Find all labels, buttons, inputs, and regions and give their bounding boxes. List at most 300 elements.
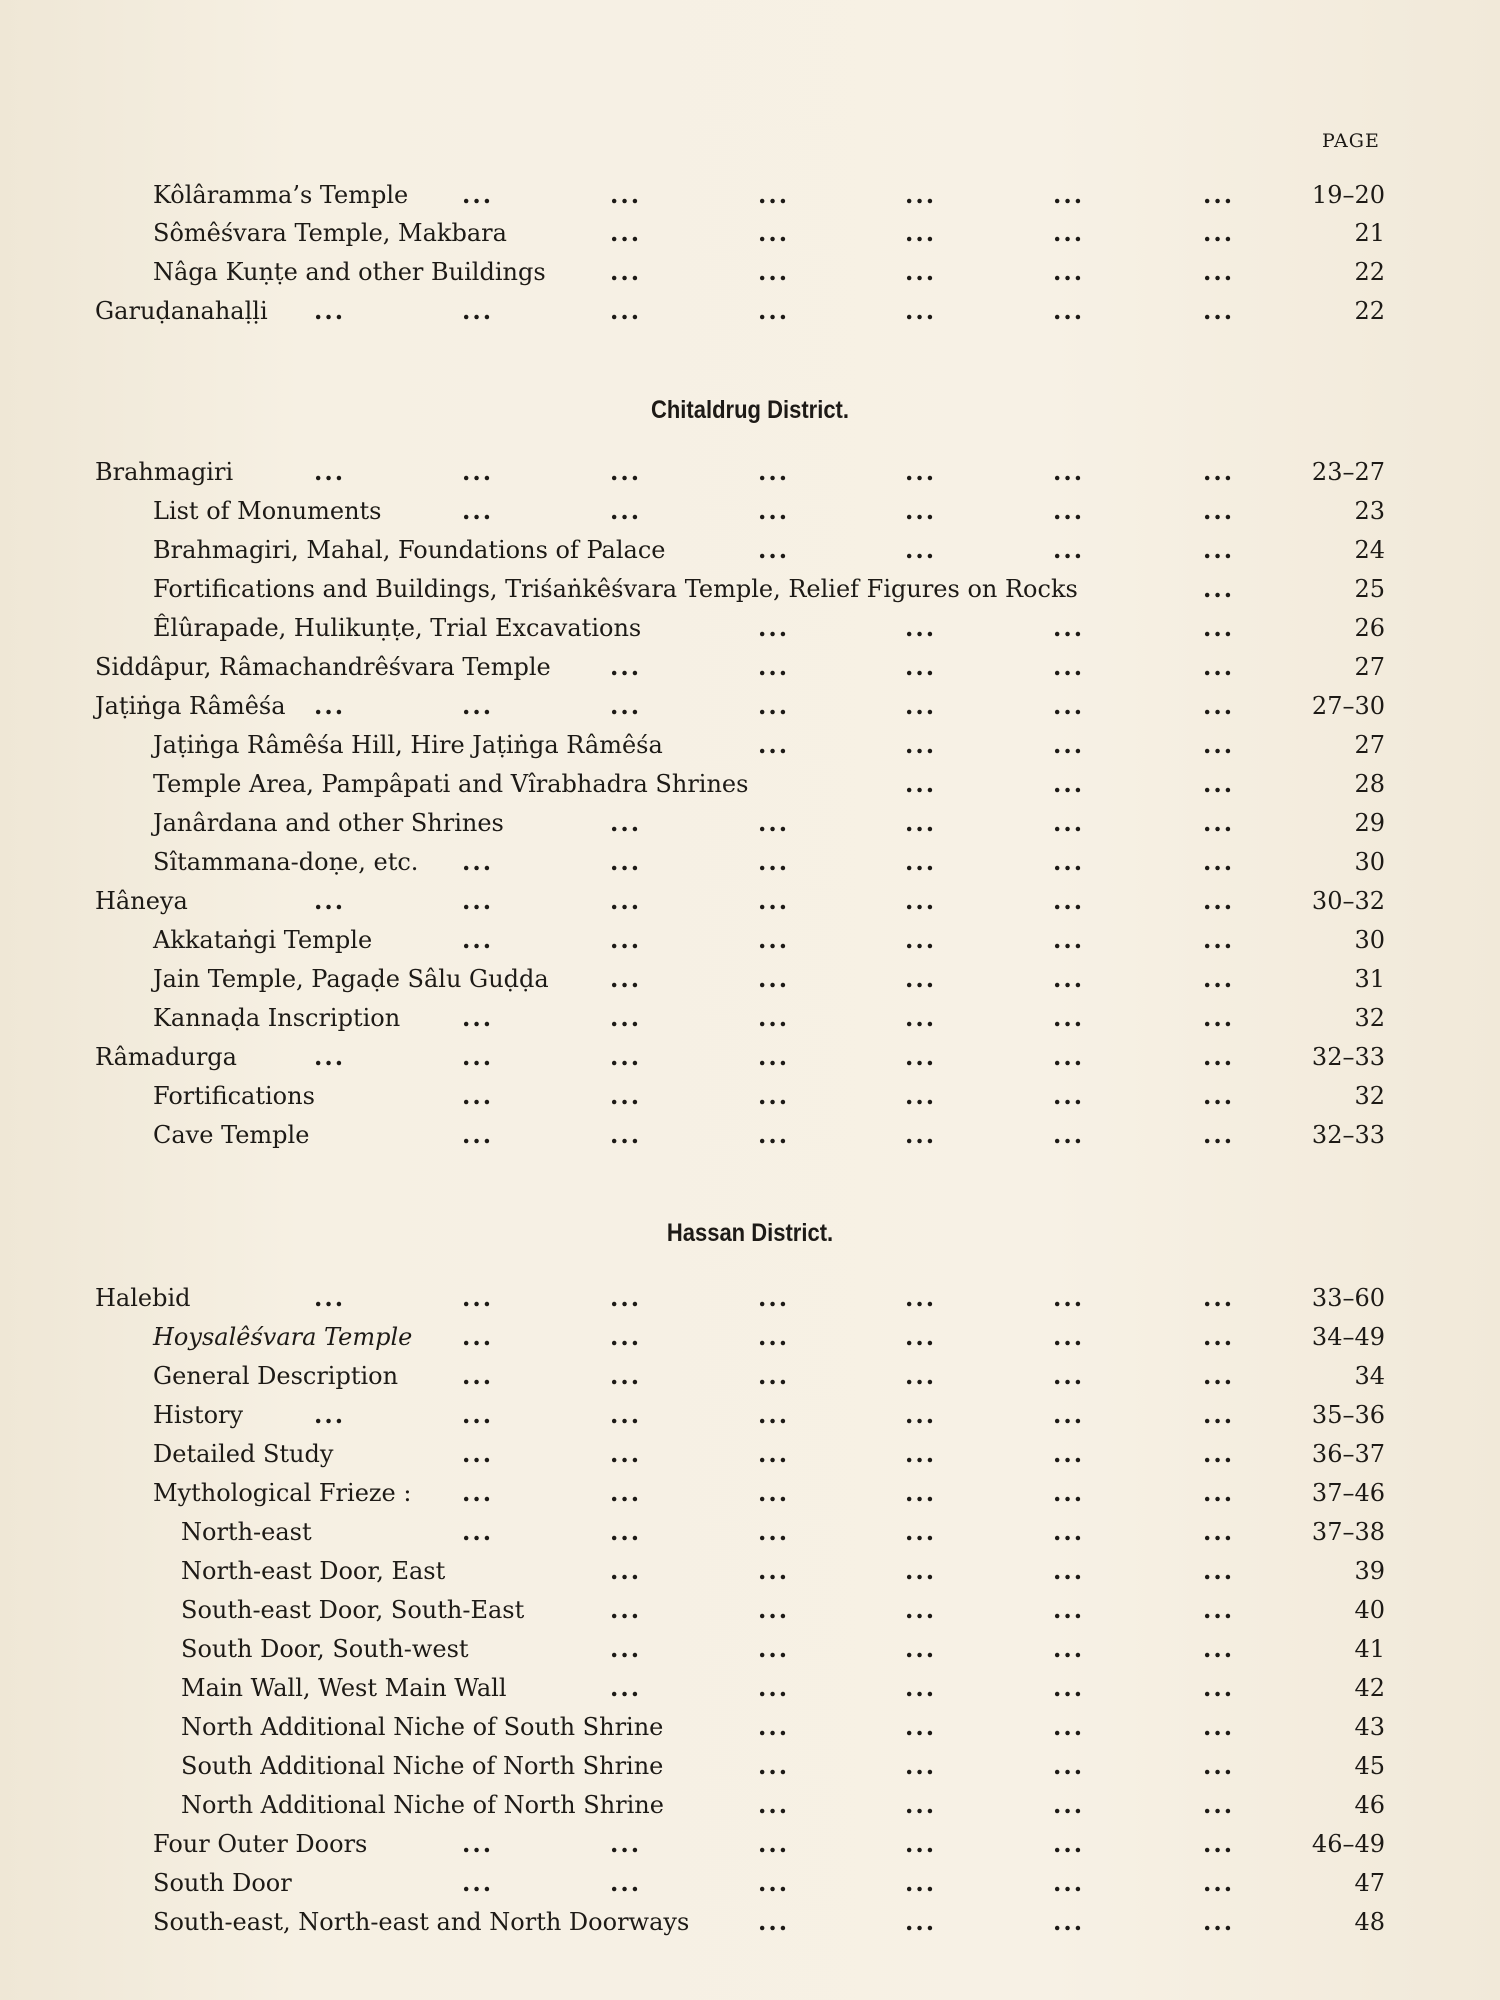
leader-dots: ... [758, 1634, 790, 1663]
toc-entry-page: 32–33 [1311, 1043, 1385, 1071]
leader-dots: ... [758, 1673, 790, 1702]
leader-dots: ... [610, 257, 642, 286]
toc-entry [0, 728, 1500, 762]
leader-dots: ... [610, 218, 642, 247]
leader-dots: ... [1053, 1517, 1085, 1546]
leader-dots: ... [905, 1361, 937, 1390]
toc-entry-title: Hoysalêśvara Temple [153, 1323, 413, 1351]
leader-dots: ... [1053, 1556, 1085, 1585]
toc-entry [0, 1671, 1500, 1705]
toc-entry-page: 24 [1354, 536, 1385, 564]
toc-entry [0, 1320, 1500, 1354]
leader-dots: ... [758, 1595, 790, 1624]
leader-dots: ... [905, 964, 937, 993]
toc-entry-page: 45 [1354, 1752, 1385, 1780]
leader-dots: ... [905, 180, 937, 209]
toc-entry-title: Temple Area, Pampâpati and Vîrabhadra Shrines [153, 770, 749, 798]
leader-dots: ... [758, 652, 790, 681]
leader-dots: ... [610, 1478, 642, 1507]
leader-dots: ... [1203, 1712, 1235, 1741]
leader-dots: ... [1203, 691, 1235, 720]
leader-dots: ... [905, 1634, 937, 1663]
leader-dots: ... [905, 1283, 937, 1312]
leader-dots: ... [610, 847, 642, 876]
leader-dots: ... [1053, 1751, 1085, 1780]
toc-entry [0, 689, 1500, 723]
toc-entry-title: North-east [181, 1518, 312, 1546]
leader-dots: ... [610, 925, 642, 954]
leader-dots: ... [758, 257, 790, 286]
leader-dots: ... [314, 1283, 346, 1312]
leader-dots: ... [905, 296, 937, 325]
toc-entry [0, 650, 1500, 684]
toc-entry [0, 1079, 1500, 1113]
leader-dots: ... [462, 1042, 494, 1071]
leader-dots: ... [758, 1439, 790, 1468]
toc-entry [0, 923, 1500, 957]
leader-dots: ... [1203, 496, 1235, 525]
toc-entry-page: 28 [1354, 770, 1385, 798]
leader-dots: ... [905, 1829, 937, 1858]
leader-dots: ... [1203, 1790, 1235, 1819]
leader-dots: ... [1053, 652, 1085, 681]
leader-dots: ... [462, 847, 494, 876]
leader-dots: ... [758, 1751, 790, 1780]
toc-entry-title: South-east, North-east and North Doorways [153, 1908, 690, 1936]
leader-dots: ... [462, 691, 494, 720]
leader-dots: ... [314, 1042, 346, 1071]
toc-entry [0, 1749, 1500, 1783]
toc-entry-title: Kannaḍa Inscription [153, 1004, 401, 1032]
leader-dots: ... [1053, 1868, 1085, 1897]
leader-dots: ... [1203, 886, 1235, 915]
toc-entry [0, 1827, 1500, 1861]
leader-dots: ... [758, 535, 790, 564]
toc-entry-page: 30–32 [1311, 887, 1385, 915]
toc-entry-title: History [153, 1401, 244, 1429]
toc-entry-title: General Description [153, 1362, 399, 1390]
toc-entry-page: 35–36 [1311, 1401, 1385, 1429]
toc-entry-title: Brahmagiri [95, 458, 234, 486]
toc-entry-page: 29 [1354, 809, 1385, 837]
leader-dots: ... [1053, 218, 1085, 247]
toc-entry-title: Brahmagiri, Mahal, Foundations of Palace [153, 536, 666, 564]
toc-entry [0, 455, 1500, 489]
toc-entry-title: Siddâpur, Râmachandrêśvara Temple [95, 653, 551, 681]
leader-dots: ... [1203, 218, 1235, 247]
leader-dots: ... [1053, 1634, 1085, 1663]
leader-dots: ... [1203, 1751, 1235, 1780]
toc-entry-page: 34–49 [1311, 1323, 1385, 1351]
toc-entry-title: Cave Temple [153, 1121, 310, 1149]
section-heading: Hassan District. [666, 1219, 834, 1247]
leader-dots: ... [758, 1003, 790, 1032]
leader-dots: ... [905, 1595, 937, 1624]
toc-entry [0, 1905, 1500, 1939]
leader-dots: ... [1203, 1081, 1235, 1110]
toc-entry [0, 494, 1500, 528]
toc-entry-page: 46–49 [1311, 1830, 1385, 1858]
leader-dots: ... [462, 1829, 494, 1858]
leader-dots: ... [1203, 180, 1235, 209]
leader-dots: ... [1053, 1081, 1085, 1110]
leader-dots: ... [758, 1517, 790, 1546]
leader-dots: ... [610, 1081, 642, 1110]
toc-entry [0, 611, 1500, 645]
leader-dots: ... [758, 1042, 790, 1071]
leader-dots: ... [462, 1322, 494, 1351]
leader-dots: ... [758, 1829, 790, 1858]
toc-entry-title: South Door [153, 1869, 292, 1897]
toc-entry-title: North Additional Niche of North Shrine [181, 1791, 664, 1819]
toc-entry [0, 1437, 1500, 1471]
toc-entry [0, 216, 1500, 250]
toc-entry-page: 36–37 [1311, 1440, 1385, 1468]
leader-dots: ... [1203, 613, 1235, 642]
toc-entry [0, 962, 1500, 996]
leader-dots: ... [1053, 535, 1085, 564]
leader-dots: ... [758, 1907, 790, 1936]
leader-dots: ... [905, 1400, 937, 1429]
leader-dots: ... [1053, 769, 1085, 798]
leader-dots: ... [758, 180, 790, 209]
leader-dots: ... [905, 257, 937, 286]
leader-dots: ... [1203, 769, 1235, 798]
leader-dots: ... [758, 847, 790, 876]
toc-entry-title: Janârdana and other Shrines [153, 809, 504, 837]
toc-entry-page: 21 [1354, 219, 1385, 247]
leader-dots: ... [905, 886, 937, 915]
leader-dots: ... [905, 496, 937, 525]
toc-entry-page: 22 [1354, 258, 1385, 286]
leader-dots: ... [758, 457, 790, 486]
leader-dots: ... [462, 1868, 494, 1897]
leader-dots: ... [905, 457, 937, 486]
leader-dots: ... [758, 808, 790, 837]
leader-dots: ... [905, 1907, 937, 1936]
leader-dots: ... [462, 1361, 494, 1390]
toc-entry [0, 255, 1500, 289]
leader-dots: ... [314, 886, 346, 915]
leader-dots: ... [1203, 257, 1235, 286]
leader-dots: ... [314, 457, 346, 486]
leader-dots: ... [905, 613, 937, 642]
toc-entry-page: 47 [1354, 1869, 1385, 1897]
leader-dots: ... [905, 808, 937, 837]
toc-entry-title: Halebid [95, 1284, 191, 1312]
leader-dots: ... [905, 1517, 937, 1546]
toc-entry [0, 1632, 1500, 1666]
leader-dots: ... [1203, 296, 1235, 325]
leader-dots: ... [1203, 847, 1235, 876]
leader-dots: ... [610, 1673, 642, 1702]
toc-entry [0, 1359, 1500, 1393]
leader-dots: ... [758, 1361, 790, 1390]
leader-dots: ... [758, 886, 790, 915]
leader-dots: ... [462, 1120, 494, 1149]
leader-dots: ... [1203, 652, 1235, 681]
toc-entry-page: 34 [1354, 1362, 1385, 1390]
leader-dots: ... [1203, 1042, 1235, 1071]
leader-dots: ... [1203, 730, 1235, 759]
leader-dots: ... [1053, 1829, 1085, 1858]
leader-dots: ... [610, 457, 642, 486]
leader-dots: ... [1203, 1283, 1235, 1312]
toc-entry-page: 27–30 [1311, 692, 1385, 720]
toc-entry-page: 32 [1354, 1004, 1385, 1032]
leader-dots: ... [905, 847, 937, 876]
leader-dots: ... [758, 1556, 790, 1585]
leader-dots: ... [610, 1595, 642, 1624]
leader-dots: ... [905, 1751, 937, 1780]
toc-entry-page: 30 [1354, 848, 1385, 876]
toc-entry-title: Four Outer Doors [153, 1830, 368, 1858]
toc-entry-title: Jain Temple, Pagaḍe Sâlu Guḍḍa [153, 965, 549, 993]
leader-dots: ... [1203, 1907, 1235, 1936]
leader-dots: ... [1203, 1439, 1235, 1468]
toc-entry-page: 40 [1354, 1596, 1385, 1624]
leader-dots: ... [905, 1081, 937, 1110]
leader-dots: ... [758, 496, 790, 525]
toc-entry [0, 845, 1500, 879]
leader-dots: ... [1053, 1283, 1085, 1312]
leader-dots: ... [758, 691, 790, 720]
leader-dots: ... [462, 1081, 494, 1110]
toc-entry [0, 1788, 1500, 1822]
toc-entry-title: Jaṭiṅga Râmêśa Hill, Hire Jaṭiṅga Râmêśa [153, 731, 663, 759]
toc-entry-page: 19–20 [1311, 181, 1385, 209]
toc-entry-page: 33–60 [1311, 1284, 1385, 1312]
toc-entry-title: Akkataṅgi Temple [153, 926, 373, 954]
toc-entry [0, 1476, 1500, 1510]
leader-dots: ... [758, 1868, 790, 1897]
leader-dots: ... [314, 1400, 346, 1429]
leader-dots: ... [610, 1120, 642, 1149]
leader-dots: ... [1203, 1361, 1235, 1390]
leader-dots: ... [610, 1400, 642, 1429]
toc-entry [0, 572, 1500, 606]
section-heading: Chitaldrug District. [650, 396, 849, 424]
leader-dots: ... [1053, 1790, 1085, 1819]
leader-dots: ... [758, 1120, 790, 1149]
leader-dots: ... [905, 1556, 937, 1585]
leader-dots: ... [462, 296, 494, 325]
toc-entry [0, 294, 1500, 328]
leader-dots: ... [758, 218, 790, 247]
leader-dots: ... [462, 1517, 494, 1546]
leader-dots: ... [610, 1634, 642, 1663]
leader-dots: ... [314, 691, 346, 720]
toc-entry-page: 39 [1354, 1557, 1385, 1585]
leader-dots: ... [1053, 1595, 1085, 1624]
leader-dots: ... [1053, 257, 1085, 286]
toc-entry-page: 37–38 [1311, 1518, 1385, 1546]
toc-entry [0, 533, 1500, 567]
leader-dots: ... [1203, 1868, 1235, 1897]
leader-dots: ... [905, 1439, 937, 1468]
toc-entry-title: Main Wall, West Main Wall [181, 1674, 507, 1702]
leader-dots: ... [905, 691, 937, 720]
toc-entry [0, 178, 1500, 212]
leader-dots: ... [1053, 730, 1085, 759]
leader-dots: ... [462, 1400, 494, 1429]
leader-dots: ... [1053, 1120, 1085, 1149]
page-column-label: PAGE [1322, 130, 1380, 152]
leader-dots: ... [905, 652, 937, 681]
leader-dots: ... [610, 1556, 642, 1585]
toc-entry-page: 22 [1354, 297, 1385, 325]
toc-entry-title: North-east Door, East [181, 1557, 446, 1585]
leader-dots: ... [462, 1003, 494, 1032]
leader-dots: ... [1203, 1003, 1235, 1032]
toc-entry-title: List of Monuments [153, 497, 382, 525]
toc-entry-page: 25 [1354, 575, 1385, 603]
leader-dots: ... [1203, 1595, 1235, 1624]
leader-dots: ... [610, 1322, 642, 1351]
leader-dots: ... [1053, 691, 1085, 720]
leader-dots: ... [462, 457, 494, 486]
leader-dots: ... [1053, 925, 1085, 954]
leader-dots: ... [1203, 1634, 1235, 1663]
leader-dots: ... [1203, 925, 1235, 954]
toc-entry-title: Râmadurga [95, 1043, 237, 1071]
leader-dots: ... [610, 886, 642, 915]
leader-dots: ... [758, 1322, 790, 1351]
toc-entry-page: 43 [1354, 1713, 1385, 1741]
leader-dots: ... [610, 1283, 642, 1312]
leader-dots: ... [462, 496, 494, 525]
leader-dots: ... [905, 769, 937, 798]
leader-dots: ... [1203, 574, 1235, 603]
leader-dots: ... [1053, 886, 1085, 915]
leader-dots: ... [610, 1439, 642, 1468]
leader-dots: ... [1203, 1120, 1235, 1149]
toc-entry-page: 32 [1354, 1082, 1385, 1110]
leader-dots: ... [1053, 1439, 1085, 1468]
toc-entry-title: Detailed Study [153, 1440, 334, 1468]
leader-dots: ... [905, 925, 937, 954]
toc-entry-page: 27 [1354, 731, 1385, 759]
leader-dots: ... [905, 730, 937, 759]
leader-dots: ... [1053, 180, 1085, 209]
leader-dots: ... [610, 1042, 642, 1071]
leader-dots: ... [905, 1712, 937, 1741]
leader-dots: ... [905, 1673, 937, 1702]
leader-dots: ... [758, 1712, 790, 1741]
leader-dots: ... [758, 1790, 790, 1819]
leader-dots: ... [462, 1439, 494, 1468]
leader-dots: ... [1203, 1400, 1235, 1429]
leader-dots: ... [1053, 1712, 1085, 1741]
leader-dots: ... [1053, 296, 1085, 325]
toc-entry [0, 884, 1500, 918]
toc-entry [0, 1281, 1500, 1315]
leader-dots: ... [905, 1120, 937, 1149]
leader-dots: ... [1203, 535, 1235, 564]
toc-entry-title: South Additional Niche of North Shrine [181, 1752, 664, 1780]
toc-entry [0, 767, 1500, 801]
toc-entry [0, 1515, 1500, 1549]
leader-dots: ... [758, 613, 790, 642]
leader-dots: ... [905, 1478, 937, 1507]
leader-dots: ... [1053, 1003, 1085, 1032]
leader-dots: ... [905, 1868, 937, 1897]
leader-dots: ... [610, 1003, 642, 1032]
leader-dots: ... [610, 1868, 642, 1897]
leader-dots: ... [1053, 1400, 1085, 1429]
toc-entry-page: 32–33 [1311, 1121, 1385, 1149]
leader-dots: ... [462, 1283, 494, 1312]
toc-entry-title: Fortifications and Buildings, Triśaṅkêśvara Temple, Relief Figures on Rocks [153, 575, 1078, 603]
leader-dots: ... [758, 1081, 790, 1110]
leader-dots: ... [462, 886, 494, 915]
leader-dots: ... [610, 180, 642, 209]
leader-dots: ... [758, 730, 790, 759]
toc-entry-title: Garuḍanahaḷḷi [95, 297, 268, 325]
toc-entry-page: 46 [1354, 1791, 1385, 1819]
leader-dots: ... [1203, 1478, 1235, 1507]
leader-dots: ... [905, 535, 937, 564]
leader-dots: ... [1053, 613, 1085, 642]
leader-dots: ... [610, 1361, 642, 1390]
leader-dots: ... [1053, 457, 1085, 486]
leader-dots: ... [1053, 1907, 1085, 1936]
leader-dots: ... [314, 296, 346, 325]
leader-dots: ... [610, 964, 642, 993]
leader-dots: ... [758, 1478, 790, 1507]
leader-dots: ... [610, 808, 642, 837]
leader-dots: ... [1053, 808, 1085, 837]
toc-entry-title: Sômêśvara Temple, Makbara [153, 219, 507, 247]
toc-entry-page: 23 [1354, 497, 1385, 525]
toc-entry [0, 1554, 1500, 1588]
leader-dots: ... [1053, 1361, 1085, 1390]
leader-dots: ... [462, 925, 494, 954]
toc-entry [0, 1398, 1500, 1432]
leader-dots: ... [905, 218, 937, 247]
toc-entry-page: 42 [1354, 1674, 1385, 1702]
leader-dots: ... [1203, 457, 1235, 486]
leader-dots: ... [610, 691, 642, 720]
toc-entry-title: Kôlâramma’s Temple [153, 181, 409, 209]
leader-dots: ... [462, 1478, 494, 1507]
toc-entry-page: 31 [1354, 965, 1385, 993]
toc-entry-title: Nâga Kuṇṭe and other Buildings [153, 258, 546, 286]
leader-dots: ... [610, 1517, 642, 1546]
leader-dots: ... [758, 964, 790, 993]
toc-entry-title: Mythological Frieze : [153, 1479, 412, 1507]
leader-dots: ... [462, 180, 494, 209]
toc-entry-title: South Door, South-west [181, 1635, 469, 1663]
leader-dots: ... [610, 296, 642, 325]
toc-entry-page: 41 [1354, 1635, 1385, 1663]
leader-dots: ... [610, 496, 642, 525]
leader-dots: ... [1053, 964, 1085, 993]
toc-entry-page: 23–27 [1311, 458, 1385, 486]
leader-dots: ... [1053, 1322, 1085, 1351]
toc-entry-title: Êlûrapade, Hulikuṇṭe, Trial Excavations [153, 614, 642, 642]
leader-dots: ... [1203, 1517, 1235, 1546]
toc-entry-title: Jaṭiṅga Râmêśa [95, 692, 286, 720]
leader-dots: ... [610, 652, 642, 681]
leader-dots: ... [1053, 1673, 1085, 1702]
leader-dots: ... [758, 296, 790, 325]
leader-dots: ... [905, 1003, 937, 1032]
toc-entry-page: 37–46 [1311, 1479, 1385, 1507]
toc-entry-title: South-east Door, South-East [181, 1596, 525, 1624]
leader-dots: ... [1203, 1322, 1235, 1351]
toc-entry-title: Hâneya [95, 887, 188, 915]
